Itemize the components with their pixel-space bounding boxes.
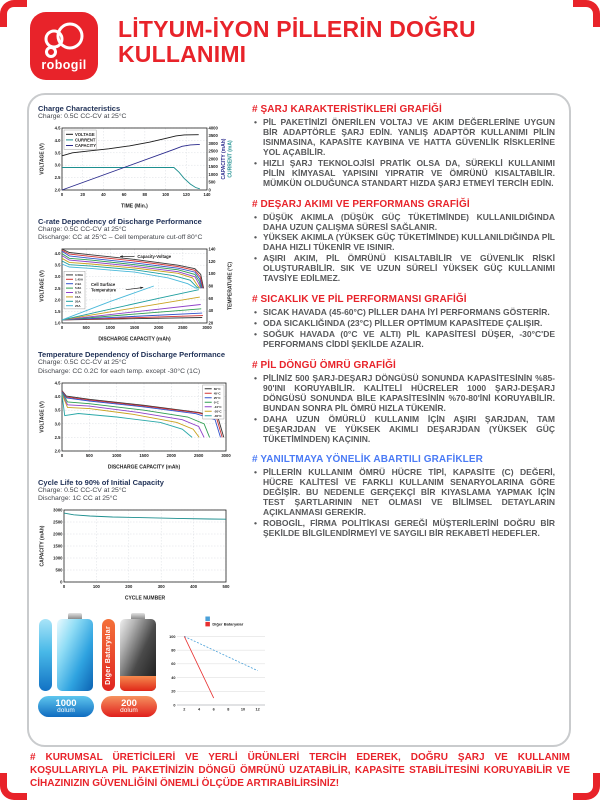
- low-cycle-unit: dolum: [120, 707, 138, 715]
- charts-column: [38, 104, 260, 739]
- svg-text:40: 40: [208, 308, 214, 314]
- bullet-item: • PİL PAKETİNİZİ ÖNERİLEN VOLTAJ VE AKIM DEĞERLERİNE UYGUN BİR ADAPTÖRLE ŞARJ EDİN. YANLIŞ ADAPTÖR KULLANIMI PİLİN ISINMASINA, KAPASİTE KAYBINA VE HATTA GÜVENLİK RİSKLERİNE YOL AÇABİLİR.: [252, 118, 555, 158]
- svg-text:0: 0: [60, 325, 64, 331]
- svg-text:120: 120: [208, 259, 216, 265]
- chart-subtitle: Discharge: CC at 25°C – Cell temperature cut-off 80°C: [38, 234, 203, 242]
- svg-text:100: 100: [92, 584, 100, 590]
- svg-text:400: 400: [190, 584, 198, 590]
- svg-text:DISCHARGE CAPACITY (mAh): DISCHARGE CAPACITY (mAh): [98, 336, 171, 343]
- svg-text:4.5: 4.5: [54, 380, 61, 386]
- svg-text:0: 0: [173, 703, 176, 708]
- gray-battery-graphic: [120, 619, 156, 691]
- low-cycle-count: 200: [121, 697, 137, 709]
- bullet-item: • SICAK HAVADA (45-60°C) PİLLER DAHA İYİ PERFORMANS GÖSTERİR.: [252, 308, 555, 318]
- svg-text:100: 100: [162, 192, 170, 198]
- svg-text:Capacity-Voltage: Capacity-Voltage: [137, 254, 172, 260]
- svg-text:Diğer Bataryalar: Diğer Bataryalar: [212, 621, 244, 627]
- svg-text:60°C: 60°C: [213, 386, 221, 391]
- chart-cycle-life-svg: [38, 505, 234, 601]
- svg-text:20: 20: [80, 192, 86, 198]
- chart-title: Cycle Life to 90% of Initial Capacity: [38, 477, 164, 487]
- chart-crate-discharge: [38, 217, 238, 342]
- chart-cycle-life: [38, 478, 238, 601]
- svg-text:2.0: 2.0: [54, 297, 61, 303]
- svg-text:4.0: 4.0: [54, 251, 61, 257]
- svg-text:0: 0: [62, 584, 66, 590]
- battery-comparison-graphic: [38, 609, 260, 722]
- banner-label: Diğer Bataryalar: [105, 625, 112, 685]
- svg-text:8: 8: [227, 707, 230, 712]
- svg-text:20: 20: [171, 689, 176, 694]
- svg-text:VOLTAGE (V): VOLTAGE (V): [39, 401, 46, 433]
- bullet-list: [252, 213, 555, 285]
- chart-charge-characteristics: [38, 104, 238, 209]
- svg-text:2000: 2000: [166, 452, 176, 458]
- chart-subtitle: Charge: 0.5C CC-CV at 25°C: [38, 113, 127, 120]
- svg-text:45°C: 45°C: [213, 391, 221, 396]
- svg-text:500: 500: [85, 452, 93, 458]
- svg-text:3.5: 3.5: [54, 263, 61, 269]
- svg-text:4000: 4000: [208, 125, 218, 131]
- bullet-item: • PİLİNİZ 500 ŞARJ-DEŞARJ DÖNGÜSÜ SONUNDA KAPASİTESİNİN %85-90'INI KORUYABİLİR. KALİTELİ HÜCRELER 1000 ŞARJ-DEŞARJ DÖNGÜSÜ SONUNDA BİLE KAPASİTESİNİN %70-80'İNİ KORUYABİLİR. BUNDAN SONRA PİL ÖMRÜ HIZLA TÜKENİR.: [252, 374, 555, 414]
- chart-subtitle: Charge: 0.5C CC-CV at 25°C: [38, 486, 127, 494]
- svg-text:1500: 1500: [208, 164, 218, 170]
- svg-text:4.5: 4.5: [54, 125, 61, 131]
- robogil-battery-group: [38, 613, 94, 717]
- bullet-item: • YÜKSEK AKIMLA (YÜKSEK GÜÇ TÜKETİMİNDE) KULLANILDIĞINDA PİL DAHA HIZLI TÜKENİR VE ISINIR.: [252, 233, 555, 253]
- chart-title: Charge Characteristics: [38, 104, 121, 113]
- svg-text:2500: 2500: [53, 519, 63, 525]
- svg-text:2.5: 2.5: [54, 175, 61, 181]
- bullet-item: • HIZLI ŞARJ TEKNOLOJİSİ PRATİK OLSA DA, SÜREKLİ KULLANIMI PİLİN KİMYASAL YAPISINI YIPRATIR VE ÖMRÜNÜ KISALTABİLİR. MÜMKÜN OLDUĞUNCA STANDART HIZDA ŞARJ ETMEYİ TERCİH EDİN.: [252, 159, 555, 189]
- corner-accent-top-right: [573, 0, 600, 27]
- svg-text:1500: 1500: [53, 543, 63, 549]
- svg-text:80: 80: [208, 283, 214, 289]
- page-title-line2: KULLANIMI: [118, 40, 247, 67]
- svg-text:25°C: 25°C: [213, 395, 221, 400]
- low-battery-count-pill: [101, 696, 157, 717]
- page-title-line1: LİTYUM-İYON PİLLERİN DOĞRU: [118, 16, 476, 42]
- svg-text:80: 80: [171, 648, 176, 653]
- chart-title: C-rate Dependency of Discharge Performance: [38, 217, 202, 227]
- svg-text:2500: 2500: [208, 148, 218, 154]
- bullet-item: • ODA SICAKLIĞINDA (23°C) PİLLER OPTİMUM KAPASİTEDE ÇALIŞIR.: [252, 319, 555, 329]
- svg-text:1000: 1000: [53, 555, 63, 561]
- svg-text:3.5: 3.5: [54, 407, 61, 413]
- svg-text:1500: 1500: [139, 452, 149, 458]
- svg-text:3000: 3000: [53, 507, 63, 513]
- chart-temperature-discharge: [38, 350, 238, 469]
- chart-temperature-discharge-svg: [38, 378, 234, 470]
- svg-text:VOLTAGE (V): VOLTAGE (V): [39, 143, 46, 175]
- svg-text:0°C: 0°C: [213, 400, 219, 405]
- svg-text:0: 0: [60, 452, 64, 458]
- svg-text:1.45A: 1.45A: [75, 277, 84, 282]
- svg-text:80: 80: [142, 192, 148, 198]
- chart-crate-discharge-svg: [38, 244, 234, 342]
- svg-text:8.7A: 8.7A: [75, 291, 82, 296]
- section-header: # SICAKLIK VE PİL PERFORMANSI GRAFİĞİ: [252, 294, 467, 306]
- corner-accent-top-left: [0, 0, 27, 27]
- svg-text:500: 500: [208, 179, 216, 185]
- svg-text:100: 100: [169, 634, 176, 639]
- section-desarj-akimi: [252, 199, 555, 285]
- footer-note: # KURUMSAL ÜRETİCİLERİ VE YERLİ ÜRÜNLERİ TERCİH EDEREK, DOĞRU ŞARJ VE KULLANIM KOŞULLARIYLA PİL PAKETİNİZİN DÖNGÜ ÖMRÜNÜ UZATABİLİR, KAPASİTE STABİLİTESİNİ KORUYABİLİR VE CİHAZINIZIN GÜVENLİĞİNİ ÖNEMLİ ÖLÇÜDE ARTIRABİLİRSİNİZ!: [30, 752, 570, 790]
- chart-charge-characteristics-svg: [38, 123, 234, 209]
- svg-text:4.0: 4.0: [54, 138, 61, 144]
- svg-text:40: 40: [171, 675, 176, 680]
- bullet-item: • AŞIRI AKIM, PİL ÖMRÜNÜ KISALTABİLİR VE GÜVENLİK RİSKİ OLUŞTURABİLİR. SIK VE UZUN SÜRELİ YÜKSEK GÜÇ KULLANIMI TAVSİYE EDİLMEZ.: [252, 254, 555, 284]
- svg-text:2.0: 2.0: [54, 187, 61, 193]
- svg-text:120: 120: [182, 192, 190, 198]
- good-cycle-unit: dolum: [57, 707, 75, 715]
- svg-text:10: 10: [240, 707, 246, 712]
- svg-text:200: 200: [125, 584, 133, 590]
- svg-text:VOLTAGE (V): VOLTAGE (V): [39, 270, 46, 303]
- section-abartili-grafikler: [252, 454, 555, 539]
- svg-text:0: 0: [208, 187, 211, 193]
- svg-text:100: 100: [208, 271, 216, 277]
- svg-text:2.5: 2.5: [54, 434, 61, 440]
- logo-text: robogil: [41, 58, 87, 72]
- svg-text:3.5: 3.5: [54, 150, 61, 156]
- svg-text:2.9A: 2.9A: [75, 282, 82, 287]
- bullet-list: [252, 468, 555, 539]
- bullet-list: [252, 308, 555, 350]
- svg-text:2.5: 2.5: [54, 286, 61, 292]
- svg-text:CURRENT: CURRENT: [75, 137, 96, 143]
- section-header: # YANILTMAYA YÖNELİK ABARTILI GRAFİKLER: [252, 454, 483, 466]
- low-charge-level: [120, 676, 156, 691]
- svg-text:3000: 3000: [202, 325, 212, 331]
- svg-text:CAPACITY (mAh): CAPACITY (mAh): [39, 525, 46, 567]
- svg-text:40: 40: [101, 192, 106, 198]
- svg-text:2000: 2000: [208, 156, 218, 162]
- svg-text:DISCHARGE CAPACITY (mAh): DISCHARGE CAPACITY (mAh): [107, 464, 181, 470]
- svg-text:0.58A: 0.58A: [75, 273, 84, 278]
- svg-text:500: 500: [82, 325, 90, 331]
- svg-text:12: 12: [255, 707, 260, 712]
- svg-text:1000: 1000: [105, 325, 115, 331]
- corner-accent-bottom-right: [573, 773, 600, 800]
- svg-text:-10°C: -10°C: [213, 404, 222, 409]
- svg-text:20: 20: [208, 320, 214, 326]
- svg-text:3.0: 3.0: [54, 421, 61, 427]
- battery-cap-icon: [68, 613, 82, 619]
- section-sarj-karakteristikleri: [252, 104, 555, 189]
- bullet-item: • DÜŞÜK AKIMLA (DÜŞÜK GÜÇ TÜKETİMİNDE) KULLANILDIĞINDA DAHA UZUN ÇALIŞMA SÜRESİ SAĞLANIR.: [252, 213, 555, 233]
- svg-text:-20°C: -20°C: [213, 409, 222, 414]
- other-battery-group: [101, 613, 157, 717]
- bullet-item: • PİLLERİN KULLANIM ÖMRÜ HÜCRE TİPİ, KAPASİTE (C) DEĞERİ, HÜCRE KALİTESİ VE FARKLI KULLANIM SENARYOLARINA GÖRE DEĞİŞİR. BU NEDENLE GERÇEKÇİ BİR KIYASLAMA YAPMAK İÇİN TEST ŞARTLARININ NET OLMASI VE BİLİMSEL DETAYLARIN AÇIKLANMASI GEREKİR.: [252, 468, 555, 518]
- content-card: [27, 93, 571, 747]
- svg-text:2000: 2000: [53, 531, 63, 537]
- bullet-list: [252, 118, 555, 189]
- svg-text:5.8A: 5.8A: [75, 286, 82, 291]
- svg-text:1.5: 1.5: [54, 309, 61, 315]
- svg-text:Temperature: Temperature: [91, 287, 117, 293]
- chart-subtitle: Discharge: CC 0.2C for each temp. except -30°C (1C): [38, 367, 201, 375]
- svg-text:0: 0: [60, 579, 63, 585]
- svg-text:3.0: 3.0: [54, 162, 61, 168]
- good-battery-count-pill: [38, 696, 94, 717]
- svg-text:60: 60: [208, 296, 214, 302]
- svg-text:2500: 2500: [194, 452, 204, 458]
- section-header: # DEŞARJ AKIMI VE PERFORMANS GRAFİĞİ: [252, 198, 470, 210]
- svg-text:2000: 2000: [154, 325, 164, 331]
- svg-text:2.0: 2.0: [54, 448, 61, 454]
- svg-text:60: 60: [121, 192, 127, 198]
- bullet-item: • ROBOGİL, FİRMA POLİTİKASI GEREĞİ MÜŞTERİLERİNİ DOĞRU BİR ŞEKİLDE BİLGİLENDİRMEYİ VE SAYGILI BİR REKABETİ HEDEFLER.: [252, 519, 555, 539]
- svg-text:-30°C: -30°C: [213, 413, 222, 418]
- svg-text:60: 60: [171, 662, 176, 667]
- sections-column: [244, 104, 563, 739]
- svg-text:2500: 2500: [178, 325, 188, 331]
- robogil-logo: [30, 12, 98, 80]
- section-header: # ŞARJ KARAKTERİSTİKLERİ GRAFİĞİ: [252, 104, 442, 115]
- chart-title: Temperature Dependency of Discharge Performance: [38, 350, 226, 360]
- blue-battery-graphic: [57, 619, 93, 691]
- svg-text:TIME (Min.): TIME (Min.): [121, 203, 148, 210]
- section-dongu-omru: [252, 360, 555, 445]
- svg-text:140: 140: [208, 246, 216, 252]
- blue-capsule-graphic: [39, 619, 52, 691]
- section-sicaklik-performans: [252, 294, 555, 350]
- svg-text:6: 6: [212, 707, 215, 712]
- chart-subtitle: Charge: 0.5C CC-CV at 25°C: [38, 359, 127, 367]
- svg-text:Cell Surface: Cell Surface: [91, 282, 116, 288]
- robogil-circles-icon: [41, 20, 87, 60]
- svg-text:3000: 3000: [208, 141, 218, 147]
- svg-text:15A: 15A: [75, 295, 81, 300]
- other-batteries-banner: [102, 619, 115, 691]
- svg-text:3.0: 3.0: [54, 274, 61, 280]
- svg-text:20A: 20A: [75, 299, 81, 304]
- svg-text:1.0: 1.0: [54, 320, 61, 326]
- svg-text:0: 0: [60, 192, 64, 198]
- page-title: [118, 17, 558, 67]
- svg-text:500: 500: [55, 567, 63, 573]
- svg-text:CYCLE NUMBER: CYCLE NUMBER: [124, 595, 166, 602]
- good-cycle-count: 1000: [55, 697, 77, 709]
- battery-cap-icon: [131, 613, 145, 619]
- svg-text:1500: 1500: [129, 325, 140, 331]
- svg-text:CAPACITY: CAPACITY: [75, 143, 97, 149]
- svg-text:1000: 1000: [208, 172, 218, 178]
- svg-text:2: 2: [183, 707, 186, 712]
- svg-text:4.0: 4.0: [54, 393, 61, 399]
- svg-text:TEMPERATURE (°C): TEMPERATURE (°C): [227, 262, 234, 311]
- bullet-item: • DAHA UZUN ÖMÜRLÜ KULLANIM İÇİN AŞIRI ŞARJDAN, TAM DEŞARJDAN VE YÜKSEK AKIMLI DEŞARJDAN (YÜKSEK GÜÇ TÜKETİMİNDEN) KAÇININ.: [252, 415, 555, 445]
- chart-subtitle: Charge: 0.5C CC-CV at 25°C: [38, 226, 127, 234]
- svg-text:500: 500: [222, 584, 230, 590]
- svg-text:25A: 25A: [75, 304, 81, 309]
- svg-text:4: 4: [197, 707, 201, 712]
- chart-subtitle: Discharge: 1C CC at 25°C: [38, 494, 118, 502]
- svg-text:CAPACITY (mAh): CAPACITY (mAh): [221, 138, 228, 180]
- svg-text:140: 140: [203, 192, 211, 198]
- bullet-item: • SOĞUK HAVADA (0°C VE ALTI) PİL KAPASİTESİ DÜŞER, -30°C'DE PERFORMANS CİDDİ ŞEKİLDE AZALIR.: [252, 330, 555, 350]
- svg-text:300: 300: [157, 584, 165, 590]
- section-header: # PİL DÖNGÜ ÖMRÜ GRAFİĞİ: [252, 359, 396, 371]
- corner-accent-bottom-left: [0, 773, 27, 800]
- svg-text:CURRENT (mA): CURRENT (mA): [227, 140, 234, 178]
- bullet-list: [252, 374, 555, 445]
- svg-text:3500: 3500: [208, 133, 218, 139]
- svg-text:1000: 1000: [112, 452, 122, 458]
- svg-text:VOLTAGE: VOLTAGE: [75, 131, 95, 137]
- svg-text:3000: 3000: [221, 452, 231, 458]
